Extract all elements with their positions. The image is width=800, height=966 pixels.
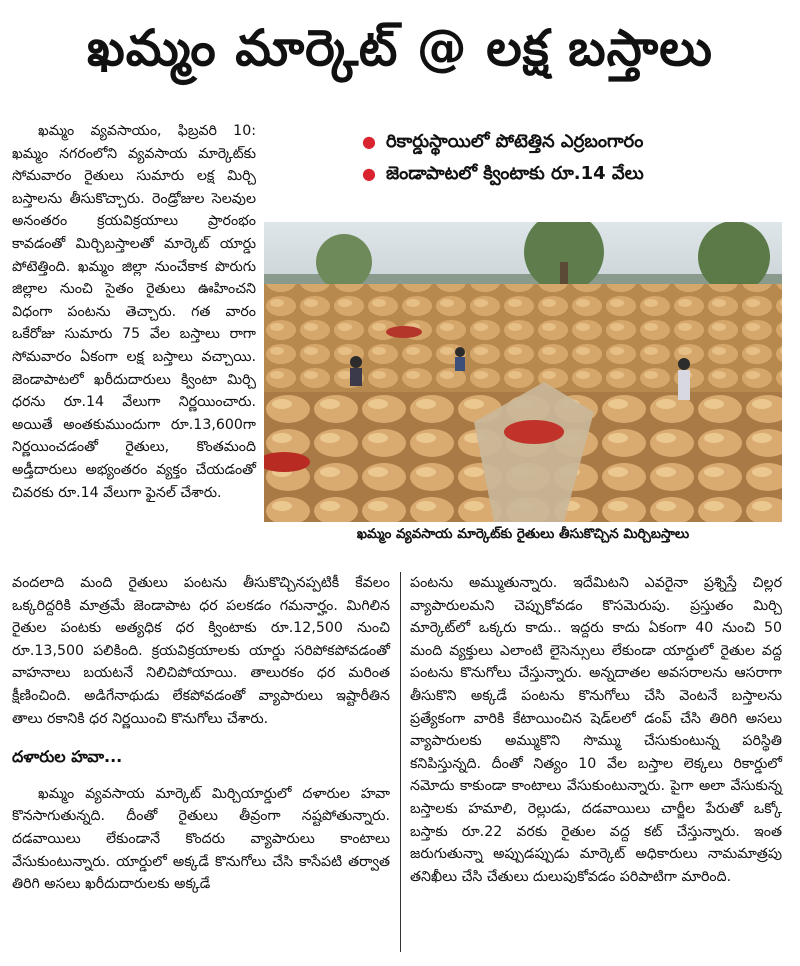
market-photo bbox=[264, 222, 782, 522]
highlights-box bbox=[362, 126, 792, 190]
article-paragraph: ఖమ్మం వ్యవసాయ మార్కెట్ మిర్చియార్డులో దళారుల హవా కొనసాగుతున్నది. దీంతో రైతులు తీవ్రంగా నష్టపోతున్నారు. దడవాయిలు లేకుండానే కొందరు వ్యాపారులు కాంటాలు వేసుకుంటున్నారు. యార్డులో అక్కడే కొనుగోలు చేసి కాసేపటి తర్వాత తిరిగి అసలు ఖరీదుదారులకు అక్కడే bbox=[12, 785, 390, 893]
highlight-text: జెండాపాటలో క్వింటాకు రూ.14 వేలు bbox=[385, 163, 644, 184]
chili-bags-photo-icon bbox=[264, 222, 782, 522]
subheading: దళారుల హవా... bbox=[12, 747, 123, 767]
article-paragraph: వందలాది మంది రైతులు పంటను తీసుకొచ్చినప్పటికీ కేవలం ఒక్కరిద్దరికి మాత్రమే జెండాపాట ధర పలకడం గమనార్హం. మిగిలిన రైతుల పంటకు అత్యధిక ధర క్వింటాకు రూ.12,500 నుంచి రూ.13,500 పలికింది. క్రయవిక్రయాలకు యార్డు సరిపోకపోవడంతో వాహనాలు బయటనే నిలిచిపోయాయి. తాలురకం ధర మరింత క్షీణించింది. అడిగేనాథుడు లేకపోవడంతో వ్యాపారులు ఇష్టారీతిన తాలు రకానికి ధర నిర్ణయించి కొనుగోలు చేశారు. bbox=[12, 575, 390, 727]
highlight-text: రికార్డుస్థాయిలో పోటెత్తిన ఎర్రబంగారం bbox=[385, 131, 644, 152]
column-divider bbox=[400, 572, 401, 952]
article-column-left-top bbox=[12, 120, 256, 504]
bullet-icon: ● bbox=[362, 164, 376, 183]
article-column-right-bottom bbox=[410, 572, 782, 888]
highlight-item bbox=[362, 126, 792, 158]
article-paragraph: పంటను అమ్ముతున్నారు. ఇదేమిటని ఎవరైనా ప్రశ్నిస్తే చిల్లర వ్యాపారులమని చెప్పుకోవడం కొసమెరుపు. ప్రస్తుతం మిర్చి మార్కెట్‌లో ఒక్కరు కాదు.. ఇద్దరు కాదు ఏకంగా 40 నుంచి 50 మంది వ్యక్తులు ఎలాంటి లైసెన్సులు లేకుండా యార్డులో రైతుల వద్ద పంటను కొనుగోలు చేస్తున్నారు. అన్నదాతల అవసరాలను ఆసరాగా తీసుకొని అక్కడే పంటను కొనుగోలు చేసి వెంటనే బస్తాలను ప్రత్యేకంగా వారికి కేటాయించిన షెడ్‌లలో డంప్ చేసి తిరిగి అసలు వ్యాపారులకు అమ్ముకొని సొమ్ము చేసుకుంటున్న పరిస్థితి కనిపిస్తున్నది. దీంతో నిత్యం 10 వేల బస్తాల లెక్కలు రికార్డులో నమోదు కాకుండా కాంటాలు వేసుకుంటున్నారు. పైగా అలా వేసుకున్న బస్తాలకు హమాలి, రెల్లుడు, దడవాయిలు చార్జీల పేరుతో ఒక్కో బస్తాకు రూ.22 వరకు రైతుల వద్ద కట్ చేస్తున్నారు. ఇంత జరుగుతున్నా అప్పుడప్పుడు మార్కెట్ అధికారులు నామమాత్రపు తనిఖీలు చేసి చేతులు దులుపుకోవడం పరిపాటిగా మారింది. bbox=[410, 575, 782, 885]
bullet-icon: ● bbox=[362, 132, 376, 151]
article-column-left-bottom bbox=[12, 572, 390, 896]
article-paragraph: ఖమ్మం వ్యవసాయం, ఫిబ్రవరి 10: ఖమ్మం నగరంలోని వ్యవసాయ మార్కెట్‌కు సోమవారం రైతులు సుమారు లక్ష మిర్చి బస్తాలను తీసుకొచ్చారు. రెండ్రోజుల సెలవుల అనంతరం క్రయవిక్రయాలు ప్రారంభం కావడంతో మిర్చిబస్తాలతో మార్కెట్ యార్డు పోటెత్తింది. ఖమ్మం జిల్లా నుంచేకాక పొరుగు జిల్లాల నుంచి సైతం రైతులు ఊహించని విధంగా పంటను తెచ్చారు. గత వారం ఒకేరోజు సుమారు 75 వేల బస్తాలు రాగా సోమవారం ఏకంగా లక్ష బస్తాలు వచ్చాయి. జెండాపాటలో ఖరీదుదారులు క్వింటా మిర్చి ధరను రూ.14 వేలుగా నిర్ణయించారు. అయితే అంతకుముందుగా రూ.13,600గా నిర్ణయించడంతో రైతులు, కొంతమంది అడ్తీదారులు అభ్యంతరం వ్యక్తం చేయడంతో చివరకు రూ.14 వేలుగా ఫైనల్ చేశారు. bbox=[12, 123, 256, 501]
photo-caption: ఖమ్మం వ్యవసాయ మార్కెట్‌కు రైతులు తీసుకొచ్చిన మిర్చిబస్తాలు bbox=[356, 526, 690, 542]
headline: ఖమ్మం మార్కెట్ @ లక్ష బస్తాలు bbox=[87, 19, 713, 77]
highlight-item bbox=[362, 158, 792, 190]
